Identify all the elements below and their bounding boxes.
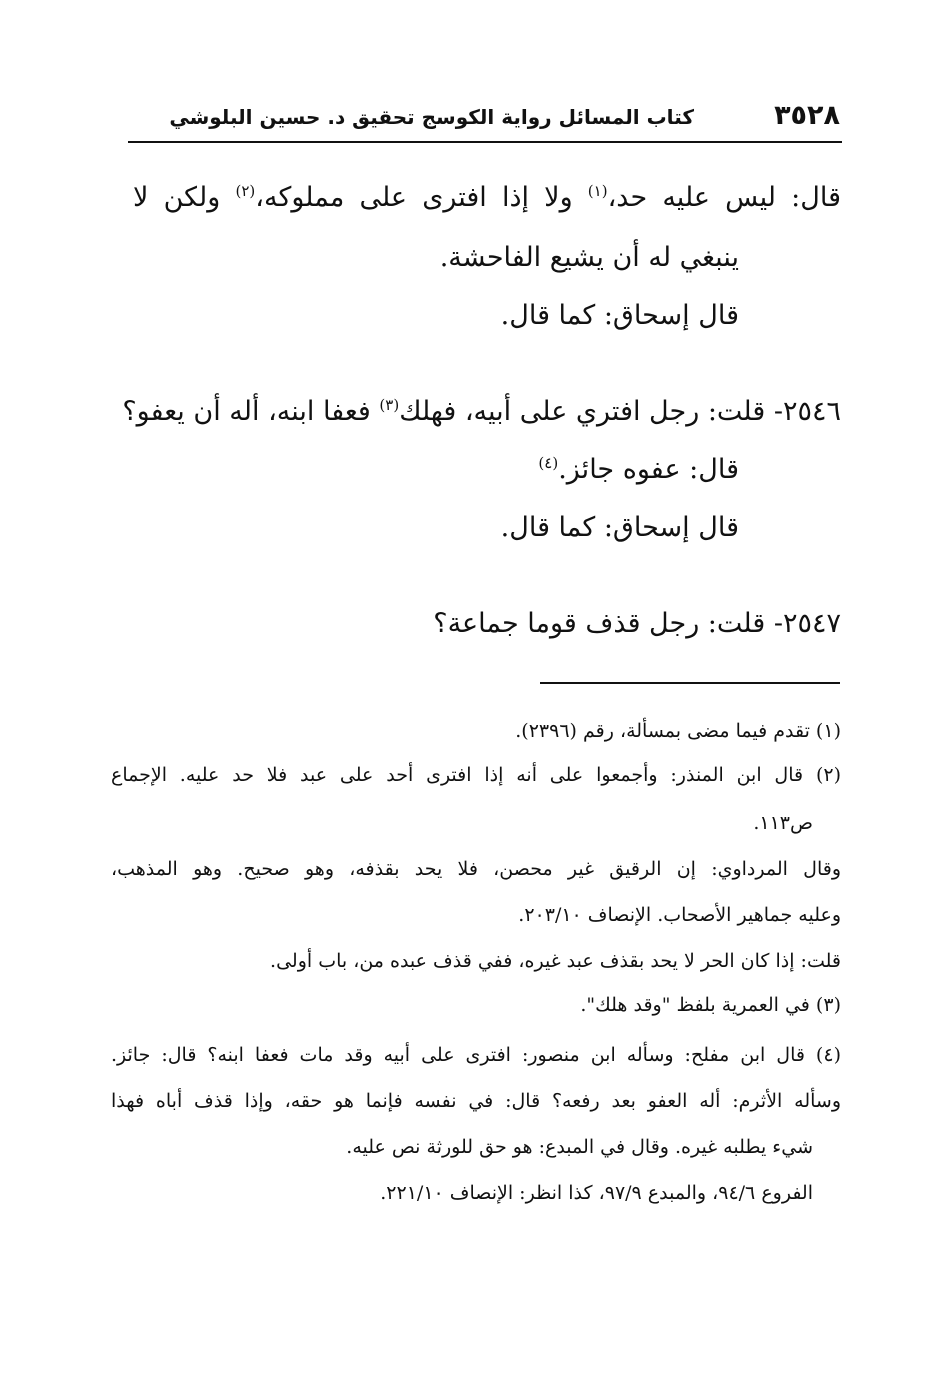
- main-line-3: قال إسحاق: كما قال.: [500, 300, 739, 331]
- footnote-1: (١) تقدم فيما مضى بمسألة، رقم (٢٣٩٦).: [515, 720, 841, 742]
- footnote-2-line-1: (٢) قال ابن المنذر: وأجمعوا على أنه إذا افترى أحد على عبد فلا حد عليه. الإجماع: [111, 764, 841, 786]
- main-line-2: ينبغي له أن يشيع الفاحشة.: [439, 242, 739, 273]
- question-2546: [122, 392, 841, 432]
- main-text: ولكن لا: [133, 182, 236, 213]
- running-title: كتاب المسائل رواية الكوسج تحقيق د. حسين البلوشي: [169, 105, 694, 129]
- answer-2546-ishaq: قال إسحاق: كما قال.: [500, 512, 739, 543]
- footnote-2-line-5: قلت: إذا كان الحر لا يحد بقذف عبد غيره، ففي قذف عبده من، باب أولى.: [270, 950, 841, 972]
- footnote-rule: [540, 682, 840, 684]
- footnote-ref-3: (٣): [379, 396, 400, 414]
- answer-text: قال: عفوه جائز.: [558, 454, 739, 485]
- footnote-2-line-4: وعليه جماهير الأصحاب. الإنصاف ٢٠٣/١٠.: [518, 904, 841, 926]
- question-text: ٢٥٤٦- قلت: رجل افتري على أبيه، فهلك: [399, 396, 841, 427]
- header-rule: [128, 141, 842, 143]
- footnote-4-line-2: وسأله الأثرم: أله العفو بعد رفعه؟ قال: في نفسه فإنما هو حقه، وإذا قذف أباه فهذا: [111, 1090, 841, 1112]
- answer-2546: [538, 450, 739, 490]
- footnote-4-line-4: الفروع ٩٤/٦، والمبدع ٩٧/٩، كذا انظر: الإنصاف ٢٢١/١٠.: [380, 1182, 813, 1204]
- main-text: ولا إذا افترى على مملوكه،: [255, 182, 588, 213]
- page-number: ٣٥٢٨: [774, 100, 840, 131]
- footnote-2-line-3: وقال المرداوي: إن الرقيق غير محصن، فلا يحد بقذفه، وهو صحيح. وهو المذهب،: [111, 858, 841, 880]
- footnote-ref-4: (٤): [538, 454, 559, 472]
- footnote-2-line-2: ص١١٣.: [753, 812, 813, 834]
- footnote-ref-2: (٢): [235, 182, 256, 200]
- question-2547: ٢٥٤٧- قلت: رجل قذف قوما جماعة؟: [433, 608, 841, 639]
- question-text: فعفا ابنه، أله أن يعفو؟: [122, 396, 380, 427]
- main-text: قال: ليس عليه حد،: [607, 182, 842, 213]
- footnote-3: (٣) في العمرية بلفظ "وقد هلك".: [580, 994, 841, 1016]
- footnote-ref-1: (١): [587, 182, 608, 200]
- footnote-4-line-3: شيء يطلبه غيره. وقال في المبدع: هو حق للورثة نص عليه.: [346, 1136, 813, 1158]
- main-line-1: [133, 178, 841, 218]
- page-header: [128, 98, 840, 138]
- footnote-4-line-1: (٤) قال ابن مفلح: وسأله ابن منصور: افترى على أبيه وقد مات فعفا ابنه؟ قال: جائز.: [111, 1044, 841, 1066]
